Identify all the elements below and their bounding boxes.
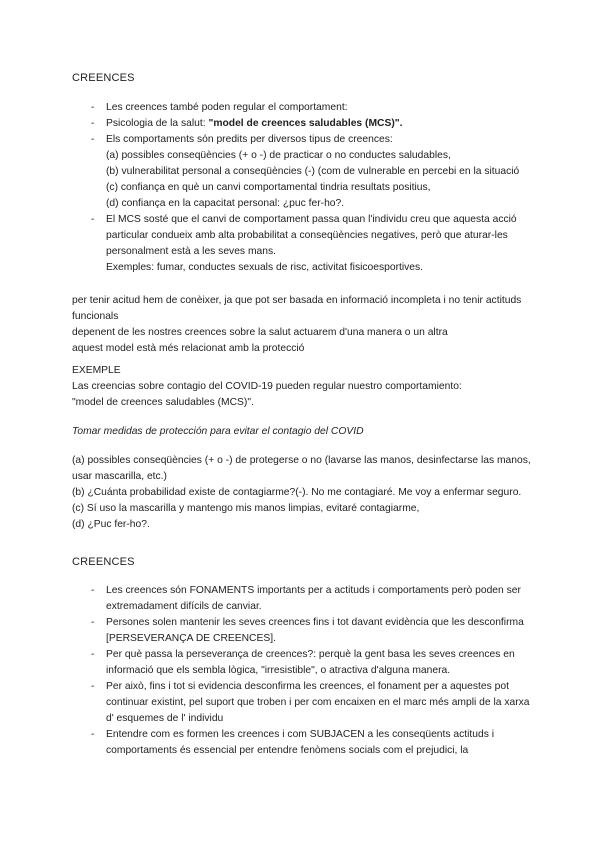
creences-bullet-list-2 (72, 583, 532, 759)
bullet-item: - Els comportaments són predits per diversos tipus de creences: (a) possibles conseqüències (+ o -) de practicar o no conductes saludables, (b) vulnerabilitat personal a conseqüències (-) (com de vulnerable en percebi en la situació (c) confiança en què un canvi comportamental tindria resultats positius, (d) confiança en la capacitat personal: ¿puc fer-ho?. (72, 132, 532, 212)
bullet-item: - Per què passa la perseverança de creences?: perquè la gent basa les seves creences en informació que els sembla lògica, "irresistible", o atractiva d'alguna manera. (91, 649, 515, 676)
belief-types-list (106, 148, 532, 212)
section-title-creences: CREENCES (72, 72, 135, 84)
sub-item: (d) confiança en la capacitat personal: ¿puc fer-ho?. (106, 198, 345, 209)
notes (72, 293, 537, 357)
answer-line: (b) ¿Cuánta probabilidad existe de contagiarme?(-). No me contagiaré. Me voy a enfermar seguro. (72, 487, 522, 498)
bullet-item: - Les creences també poden regular el comportament: (91, 102, 348, 113)
answer-line: (a) possibles conseqüències (+ o -) de protegerse o no (lavarse las manos, desinfectarse las manos, usar mascarilla, etc.) (72, 455, 531, 482)
example-title: EXEMPLE (72, 365, 121, 376)
sub-item: (a) possibles conseqüències (+ o -) de practicar o no conductes saludables, (106, 150, 451, 161)
note-line: aquest model està més relacionat amb la protecció (72, 343, 305, 354)
example-line: Exemples: fumar, conductes sexuals de risc, activitat fisicoesportives. (106, 262, 424, 273)
bullet-item: - Per això, fins i tot si evidencia desconfirma les creences, el fonament per a aquestes pot continuar existint, pel suport que troben i per com encaixen en el marc més ampli de la xarxa d' esquemes de l' individu (91, 681, 530, 724)
example-italic-line: Tomar medidas de protección para evitar el contagio del COVID (72, 426, 364, 437)
example-section (72, 363, 537, 411)
bullet-item: - El MCS sosté que el canvi de comportament passa quan l'individu creu que aquesta acció particular condueix amb alta probabilitat a conseqüències negatives, però que aturar-les personalment està a les seves mans. Exemples: fumar, conductes sexuals de risc, activitat fisicoesportives. (72, 212, 532, 276)
creences-bullet-list (72, 100, 532, 276)
answer-line: (d) ¿Puc fer-ho?. (72, 519, 150, 530)
bullet-item: - Entendre com es formen les creences i com SUBJACEN a les conseqüents actituds i comportaments és essencial per entendre fenòmens socials com el prejudici, la (91, 729, 495, 756)
model-name-bold: "model de creences saludables (MCS)". (208, 118, 403, 129)
bullet-item: - Persones solen mantenir les seves creences fins i tot davant evidència que les desconfirma [PERSEVERANÇA DE CREENCES]. (91, 617, 524, 644)
example-model: "model de creences saludables (MCS)". (72, 397, 254, 408)
bullet-item: - Les creences són FONAMENTS importants per a actituds i comportaments però poden ser extremadament difícils de canviar. (91, 585, 521, 612)
section-title-creences-2: CREENCES (72, 556, 135, 568)
sub-item: (c) confiança en què un canvi comportamental tindria resultats positius, (106, 182, 431, 193)
note-line: depenent de les nostres creences sobre la salut actuarem d'una manera o un altra (72, 327, 448, 338)
example-intro: Las creencias sobre contagio del COVID-19 pueden regular nuestro comportamiento: (72, 381, 462, 392)
answer-line: (c) Sí uso la mascarilla y mantengo mis manos limpias, evitaré contagiarme, (72, 503, 420, 514)
example-answers (72, 453, 537, 533)
bullet-item: - Psicologia de la salut: "model de creences saludables (MCS)". (91, 118, 403, 129)
note-line: per tenir acitud hem de conèixer, ja que pot ser basada en informació incompleta i no tenir actituds funcionals (72, 295, 522, 322)
sub-item: (b) vulnerabilitat personal a conseqüències (-) (com de vulnerable en percebi en la situació (106, 166, 520, 177)
